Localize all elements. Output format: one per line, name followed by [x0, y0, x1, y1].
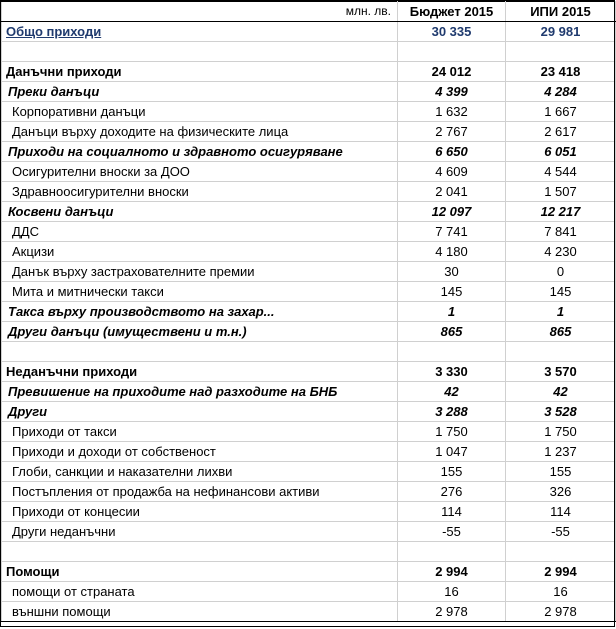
row-label: Косвени данъци [2, 202, 398, 222]
value-budget-2015 [398, 42, 506, 62]
table-body [2, 22, 616, 622]
table-row [2, 262, 616, 282]
table-row [2, 522, 616, 542]
value-budget-2015: 2 041 [398, 182, 506, 202]
row-label: Приходи и доходи от собственост [2, 442, 398, 462]
table-row [2, 402, 616, 422]
row-label: Данъчни приходи [2, 62, 398, 82]
table-row [2, 82, 616, 102]
value-budget-2015: 30 335 [398, 22, 506, 42]
value-ipi-2015: 326 [506, 482, 616, 502]
value-ipi-2015: 155 [506, 462, 616, 482]
value-budget-2015: 4 399 [398, 82, 506, 102]
value-budget-2015: 24 012 [398, 62, 506, 82]
table-row [2, 142, 616, 162]
value-budget-2015 [398, 342, 506, 362]
table-row [2, 542, 616, 562]
value-budget-2015: 4 180 [398, 242, 506, 262]
row-label: Данък върху застрахователните премии [2, 262, 398, 282]
value-ipi-2015: 1 237 [506, 442, 616, 462]
value-ipi-2015: 16 [506, 582, 616, 602]
value-budget-2015 [398, 542, 506, 562]
row-label: Акцизи [2, 242, 398, 262]
row-label: Превишение на приходите над разходите на БНБ [2, 382, 398, 402]
value-ipi-2015: 6 051 [506, 142, 616, 162]
value-budget-2015: 155 [398, 462, 506, 482]
column-header-budget: Бюджет 2015 [398, 2, 506, 22]
row-label: Други данъци (имуществени и т.н.) [2, 322, 398, 342]
row-label: външни помощи [2, 602, 398, 622]
row-label: Корпоративни данъци [2, 102, 398, 122]
value-ipi-2015: 4 284 [506, 82, 616, 102]
table-row [2, 322, 616, 342]
table-row [2, 62, 616, 82]
table-row [2, 482, 616, 502]
value-ipi-2015 [506, 42, 616, 62]
row-label: помощи от страната [2, 582, 398, 602]
row-label: Мита и митнически такси [2, 282, 398, 302]
table-row [2, 22, 616, 42]
value-budget-2015: 6 650 [398, 142, 506, 162]
value-ipi-2015: 4 544 [506, 162, 616, 182]
row-label [2, 42, 398, 62]
row-label: ДДС [2, 222, 398, 242]
row-label: Здравноосигурителни вноски [2, 182, 398, 202]
value-ipi-2015 [506, 542, 616, 562]
value-ipi-2015: 2 994 [506, 562, 616, 582]
value-ipi-2015: 2 617 [506, 122, 616, 142]
row-label: Други неданъчни [2, 522, 398, 542]
value-budget-2015: 1 047 [398, 442, 506, 462]
unit-label: млн. лв. [2, 2, 398, 22]
table-row [2, 182, 616, 202]
value-ipi-2015: 145 [506, 282, 616, 302]
value-budget-2015: 1 750 [398, 422, 506, 442]
table-row [2, 602, 616, 622]
table-row [2, 422, 616, 442]
value-ipi-2015: 2 978 [506, 602, 616, 622]
table-row [2, 222, 616, 242]
value-budget-2015: 865 [398, 322, 506, 342]
table-row [2, 382, 616, 402]
value-ipi-2015: 865 [506, 322, 616, 342]
value-budget-2015: 276 [398, 482, 506, 502]
row-label: Постъпления от продажба на нефинансови активи [2, 482, 398, 502]
value-budget-2015: 2 978 [398, 602, 506, 622]
value-ipi-2015: -55 [506, 522, 616, 542]
table-row [2, 102, 616, 122]
row-label[interactable]: Общо приходи [2, 22, 398, 42]
value-ipi-2015: 42 [506, 382, 616, 402]
header-row [2, 2, 616, 22]
value-budget-2015: -55 [398, 522, 506, 542]
row-label [2, 342, 398, 362]
value-budget-2015: 114 [398, 502, 506, 522]
value-budget-2015: 30 [398, 262, 506, 282]
table-row [2, 502, 616, 522]
table-row [2, 42, 616, 62]
value-ipi-2015: 1 507 [506, 182, 616, 202]
row-label: Такса върху производството на захар... [2, 302, 398, 322]
revenue-table [1, 1, 616, 622]
row-label: Осигурителни вноски за ДОО [2, 162, 398, 182]
table-row [2, 302, 616, 322]
row-label: Приходи от концесии [2, 502, 398, 522]
value-ipi-2015: 29 981 [506, 22, 616, 42]
value-budget-2015: 3 288 [398, 402, 506, 422]
table-row [2, 282, 616, 302]
table-row [2, 202, 616, 222]
value-budget-2015: 1 [398, 302, 506, 322]
row-label: Данъци върху доходите на физическите лица [2, 122, 398, 142]
row-label: Глоби, санкции и наказателни лихви [2, 462, 398, 482]
value-ipi-2015: 1 750 [506, 422, 616, 442]
row-label: Преки данъци [2, 82, 398, 102]
value-budget-2015: 145 [398, 282, 506, 302]
table-row [2, 242, 616, 262]
table-row [2, 122, 616, 142]
value-budget-2015: 1 632 [398, 102, 506, 122]
table-row [2, 162, 616, 182]
table-row [2, 362, 616, 382]
value-ipi-2015: 23 418 [506, 62, 616, 82]
value-ipi-2015: 1 667 [506, 102, 616, 122]
value-budget-2015: 12 097 [398, 202, 506, 222]
value-budget-2015: 42 [398, 382, 506, 402]
table-row [2, 562, 616, 582]
value-ipi-2015: 0 [506, 262, 616, 282]
value-budget-2015: 3 330 [398, 362, 506, 382]
table-row [2, 462, 616, 482]
value-ipi-2015 [506, 342, 616, 362]
row-label: Помощи [2, 562, 398, 582]
value-ipi-2015: 7 841 [506, 222, 616, 242]
value-ipi-2015: 114 [506, 502, 616, 522]
row-label [2, 542, 398, 562]
value-ipi-2015: 12 217 [506, 202, 616, 222]
value-budget-2015: 7 741 [398, 222, 506, 242]
column-header-ipi: ИПИ 2015 [506, 2, 616, 22]
value-ipi-2015: 1 [506, 302, 616, 322]
table-row [2, 442, 616, 462]
row-label: Приходи от такси [2, 422, 398, 442]
value-budget-2015: 16 [398, 582, 506, 602]
value-ipi-2015: 4 230 [506, 242, 616, 262]
value-budget-2015: 2 767 [398, 122, 506, 142]
value-budget-2015: 4 609 [398, 162, 506, 182]
row-label: Приходи на социалното и здравното осигуряване [2, 142, 398, 162]
row-label: Други [2, 402, 398, 422]
value-budget-2015: 2 994 [398, 562, 506, 582]
value-ipi-2015: 3 570 [506, 362, 616, 382]
value-ipi-2015: 3 528 [506, 402, 616, 422]
table-row [2, 342, 616, 362]
table-row [2, 582, 616, 602]
row-label: Неданъчни приходи [2, 362, 398, 382]
